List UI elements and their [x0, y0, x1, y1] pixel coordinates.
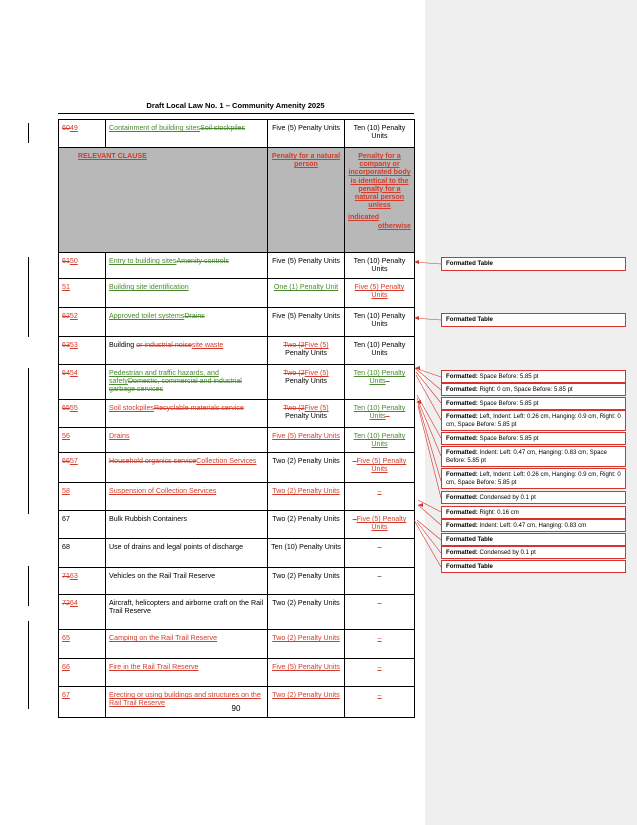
- comment-balloon[interactable]: Formatted: Space Before: 5.85 pt: [441, 370, 626, 383]
- penalty-natural: Ten (10) Penalty Units: [268, 539, 345, 568]
- clause-title: Camping on the Rail Trail Reserve: [106, 630, 268, 659]
- clause-title: Building site identification: [106, 279, 268, 308]
- clause-number: 6150: [59, 253, 106, 279]
- comment-balloon[interactable]: Formatted Table: [441, 560, 626, 573]
- penalty-company: –Five (5) Penalty Units: [345, 453, 415, 483]
- clause-number: 67: [59, 511, 106, 539]
- penalty-natural: Two (2) Penalty Units: [268, 630, 345, 659]
- clause-title: Pedestrian and traffic hazards, and safetyDomestic, commercial and industrial garbage services: [106, 365, 268, 400]
- clause-title: Bulk Rubbish Containers: [106, 511, 268, 539]
- clause-number: 7163: [59, 568, 106, 595]
- comment-balloon[interactable]: Formatted Table: [441, 533, 626, 546]
- penalty-natural: Five (5) Penalty Units: [268, 428, 345, 453]
- penalty-natural: Five (5) Penalty Units: [268, 253, 345, 279]
- clause-title: Drains: [106, 428, 268, 453]
- penalty-company: –: [345, 630, 415, 659]
- clause-title: Soil stockpilesRecyclable materials service: [106, 400, 268, 428]
- penalty-company: Ten (10) Penalty Units: [345, 337, 415, 365]
- penalty-company: Five (5) Penalty Units: [345, 279, 415, 308]
- clause-title: Erecting or using buildings and structures on the Rail Trail Reserve: [106, 687, 268, 718]
- clause-number: 6454: [59, 365, 106, 400]
- penalty-company: –: [345, 539, 415, 568]
- penalty-company: –Five (5) Penalty Units: [345, 511, 415, 539]
- clause-number: 6049: [59, 120, 106, 148]
- clause-number: 65: [59, 630, 106, 659]
- clause-number: 6353: [59, 337, 106, 365]
- penalty-company: –: [345, 568, 415, 595]
- comment-balloon[interactable]: Formatted: Left, Indent: Left: 0.26 cm, Hanging: 0.9 cm, Right: 0 cm, Space Before: 5.85 pt: [441, 410, 626, 431]
- clause-number: 66: [59, 659, 106, 687]
- clause-title: Aircraft, helicopters and airborne craft on the Rail Trail Reserve: [106, 595, 268, 630]
- penalty-natural: Two (2) Penalty Units: [268, 511, 345, 539]
- comment-balloon[interactable]: Formatted: Condensed by 0.1 pt: [441, 491, 626, 504]
- clause-title: Use of drains and legal points of discharge: [106, 539, 268, 568]
- penalty-natural: One (1) Penalty Unit: [268, 279, 345, 308]
- penalty-company: Ten (10) Penalty Units: [345, 253, 415, 279]
- header-company: Penalty for a company or incorporated body is identical to the penalty for a natural person unless indicated otherwise: [345, 148, 415, 253]
- penalty-natural: Two (2) Penalty Units: [268, 595, 345, 630]
- clause-number: 6555: [59, 400, 106, 428]
- clause-number: 67: [59, 687, 106, 718]
- clause-title: Suspension of Collection Services: [106, 483, 268, 511]
- clause-number: 6252: [59, 308, 106, 337]
- penalty-company: Ten (10) Penalty Units: [345, 120, 415, 148]
- clause-title: Fire in the Rail Trail Reserve: [106, 659, 268, 687]
- clause-title: Building or industrial noisesite waste: [106, 337, 268, 365]
- penalty-company: Ten (10) Penalty Units: [345, 428, 415, 453]
- penalty-natural: Two (2Five (5) Penalty Units: [268, 365, 345, 400]
- comment-balloon[interactable]: Formatted: Indent: Left: 0.47 cm, Hanging: 0.83 cm: [441, 519, 626, 532]
- clause-title: Vehicles on the Rail Trail Reserve: [106, 568, 268, 595]
- clause-number: 7264: [59, 595, 106, 630]
- header-natural-person: Penalty for a natural person: [268, 148, 345, 253]
- clause-title: Household organics serviceCollection Services: [106, 453, 268, 483]
- comment-balloon[interactable]: Formatted: Condensed by 0.1 pt: [441, 546, 626, 559]
- penalty-natural: Two (2) Penalty Units: [268, 453, 345, 483]
- comment-balloon[interactable]: Formatted Table: [441, 257, 626, 271]
- clause-title: Approved toilet systemsDrains: [106, 308, 268, 337]
- comment-balloon[interactable]: Formatted Table: [441, 313, 626, 327]
- comment-balloon[interactable]: Formatted: Left, Indent: Left: 0.26 cm, Hanging: 0.9 cm, Right: 0 cm, Space Before: 5.85 pt: [441, 468, 626, 489]
- clause-number: 58: [59, 483, 106, 511]
- clause-number: 68: [59, 539, 106, 568]
- penalty-company: –: [345, 483, 415, 511]
- penalty-company: Ten (10) Penalty Units: [345, 308, 415, 337]
- penalty-natural: Two (2Five (5) Penalty Units: [268, 337, 345, 365]
- clause-number: 56: [59, 428, 106, 453]
- penalty-company: –: [345, 659, 415, 687]
- penalty-company: –: [345, 595, 415, 630]
- clause-title: Containment of building sitesSoil stockpiles: [106, 120, 268, 148]
- penalty-natural: Two (2Five (5) Penalty Units: [268, 400, 345, 428]
- penalty-natural: Two (2) Penalty Units: [268, 483, 345, 511]
- comment-balloon[interactable]: Formatted: Indent: Left: 0.47 cm, Hanging: 0.83 cm, Space Before: 5.85 pt: [441, 446, 626, 467]
- clause-title: Entry to building sitesAmenity controls: [106, 253, 268, 279]
- penalty-company: Ten (10) Penalty Units–: [345, 365, 415, 400]
- comment-balloon[interactable]: Formatted: Space Before: 5.85 pt: [441, 432, 626, 445]
- penalty-company: Ten (10) Penalty Units–: [345, 400, 415, 428]
- penalty-natural: Five (5) Penalty Units: [268, 120, 345, 148]
- penalty-company: –: [345, 687, 415, 718]
- penalty-natural: Two (2) Penalty Units: [268, 568, 345, 595]
- header-relevant-clause: RELEVANT CLAUSE: [59, 148, 268, 253]
- penalty-natural: Five (5) Penalty Units: [268, 308, 345, 337]
- clause-number: 51: [59, 279, 106, 308]
- comment-balloon[interactable]: Formatted: Right: 0.16 cm: [441, 506, 626, 519]
- comment-balloon[interactable]: Formatted: Space Before: 5.85 pt: [441, 397, 626, 410]
- penalty-natural: Two (2) Penalty Units: [268, 687, 345, 718]
- comment-balloon[interactable]: Formatted: Right: 0 cm, Space Before: 5.85 pt: [441, 383, 626, 396]
- clause-number: 6657: [59, 453, 106, 483]
- penalty-natural: Five (5) Penalty Units: [268, 659, 345, 687]
- page-number: 90: [231, 704, 241, 713]
- page-header-title: Draft Local Law No. 1 – Community Amenity 2025: [146, 101, 325, 110]
